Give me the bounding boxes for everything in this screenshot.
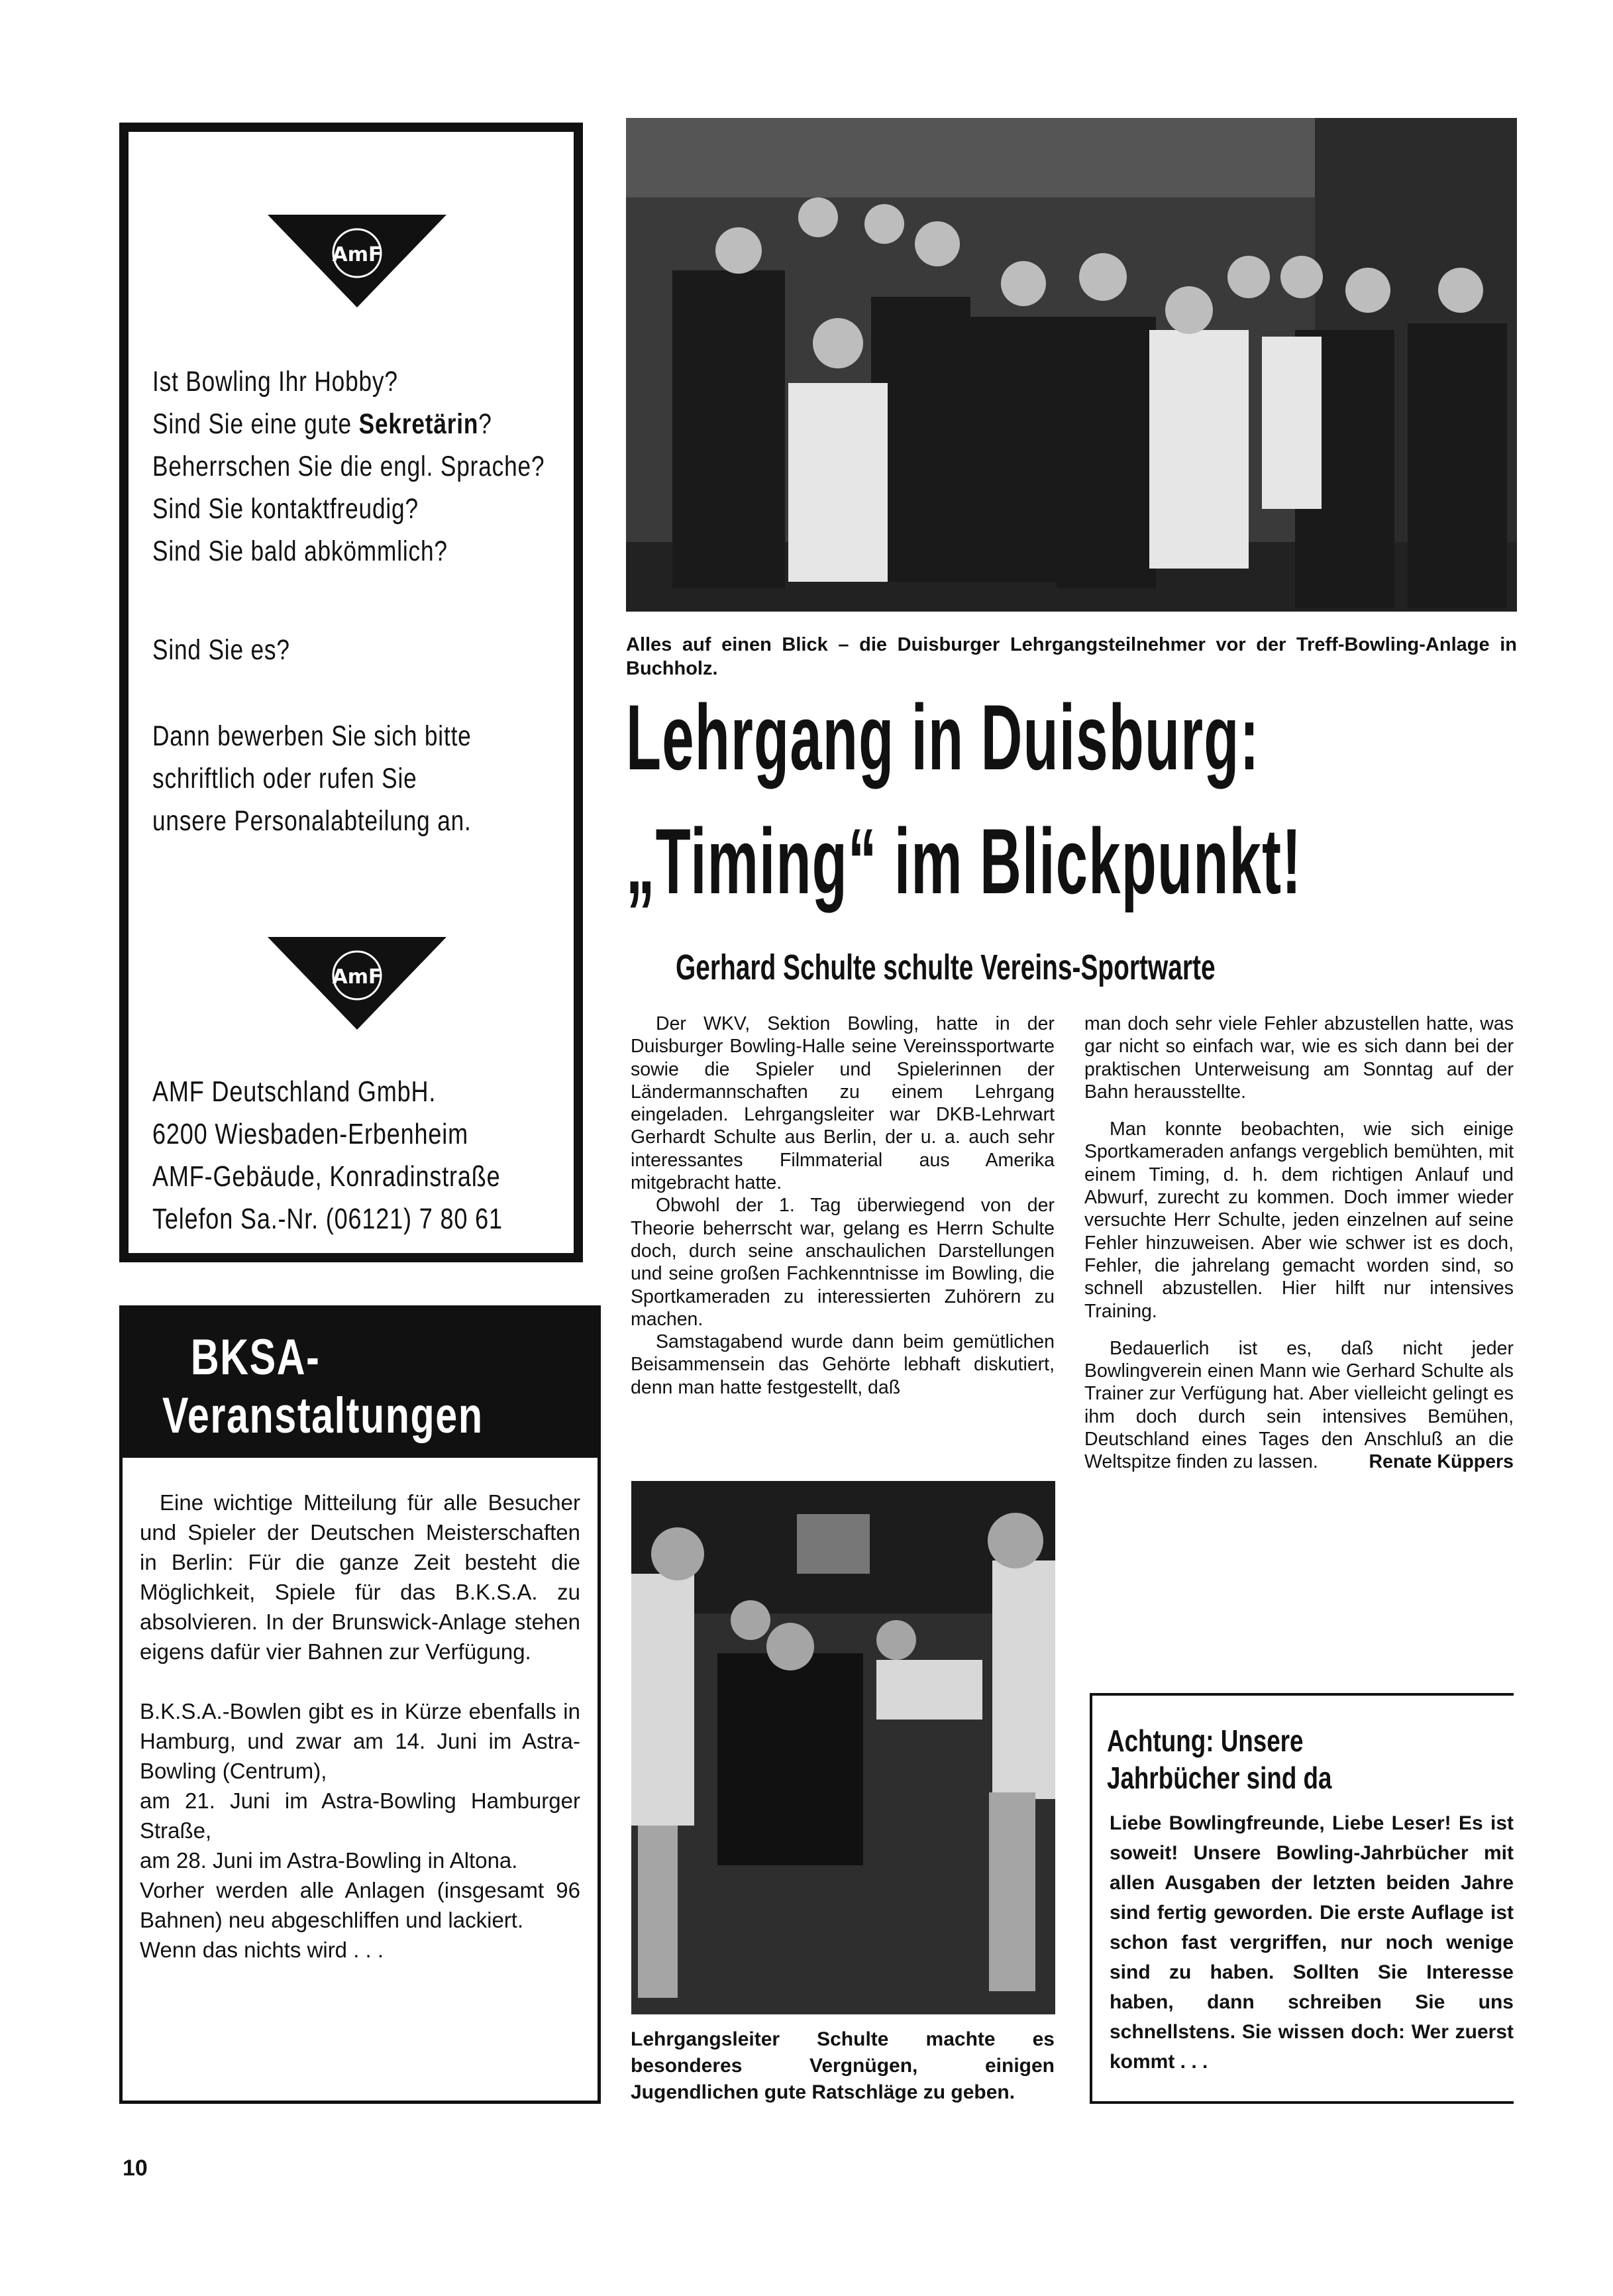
- ad-question: Beherrschen Sie die engl. Sprache?: [152, 451, 545, 482]
- bksa-paragraph: Vorher werden alle Anlagen (insgesamt 96 Bahnen) neu abgeschliffen und lackiert.: [140, 1878, 580, 1932]
- bksa-paragraph: Wenn das nichts wird . . .: [140, 1938, 384, 1962]
- article-paragraph: Obwohl der 1. Tag überwiegend von der Theorie beherrscht war, gelang es Herrn Schulte doch, durch seine anschaulichen Darstellungen und seine großen Fachkenntnisse im Bowling, die Sportkameraden zu interessierten Zuhörern zu machen.: [631, 1195, 1055, 1330]
- yearbook-notice-box: [1090, 1693, 1514, 2104]
- ad-apply-line: Dann bewerben Sie sich bitte: [152, 720, 472, 752]
- svg-text:AmF: AmF: [332, 243, 382, 266]
- photo-caption: Lehrgangsleiter Schulte machte es besonderes Vergnügen, einigen Jugendlichen gute Ratschläge zu geben.: [631, 2028, 1055, 2103]
- bksa-paragraph: Eine wichtige Mitteilung für alle Besucher und Spieler der Deutschen Meisterschaften in Berlin: Für die ganze Zeit besteht die Möglichkeit, Spiele für das B.K.S.A. zu absolvieren. In der Brunswick-Anlage stehen eigens dafür vier Bahnen zur Verfügung.: [140, 1490, 580, 1664]
- photo-caption: Alles auf einen Blick – die Duisburger Lehrgangsteilnehmer vor der Treff-Bowling-Anlage in Buchholz.: [626, 634, 1517, 679]
- article-paragraph: Man konnte beobachten, wie sich einige Sportkameraden anfangs vergeblich bemühten, mit einem Timing, d. h. dem richtigen Anlauf und Abwurf, zurecht zu kommen. Doch immer wieder versuchte Herr Schulte, jeden einzelnen auf seine Fehler hinzuweisen. Aber wie schwer ist es doch, Fehler, die jahrelang gemacht worden sind, so schnell abzustellen. Hier hilft nur intensives Training.: [1084, 1119, 1514, 1322]
- notice-body: Liebe Bowlingfreunde, Liebe Leser! Es ist soweit! Unsere Bowling-Jahrbücher mit allen Ausgaben der letzten beiden Jahre sind fertig geworden. Die erste Auflage ist schon fast vergriffen, nur noch wenige sind zu haben. Sollten Sie Interesse haben, dann schreiben Sie uns schnellstens. Sie wissen doch: Wer zuerst kommt . . .: [1110, 1812, 1514, 2073]
- article-paragraph: Der WKV, Sektion Bowling, hatte in der Duisburger Bowling-Halle seine Vereinssportwarte sowie die Spieler und Spielerinnen der Ländermannschaften zu einem Lehrgang eingeladen. Lehrgangsleiter war DKB-Lehrwart Gerhardt Schulte aus Berlin, der u. a. auch sehr interessantes Filmmaterial aus Amerika mitgebracht hatte.: [631, 1013, 1055, 1194]
- amf-logo-icon: [268, 215, 446, 307]
- article-paragraph: man doch sehr viele Fehler abzustellen hatte, was gar nicht so einfach war, wie es sich dann bei der praktischen Unterweisung am Sonntag auf der Bahn herausstellte.: [1084, 1013, 1514, 1103]
- notice-title-line: Jahrbücher sind da: [1107, 1761, 1332, 1795]
- bksa-header: [123, 1309, 598, 1458]
- company-phone: Telefon Sa.-Nr. (06121) 7 80 61: [152, 1203, 503, 1235]
- article-column-2: [1084, 1012, 1514, 1474]
- article-paragraph: Bedauerlich ist es, daß nicht jeder Bowlingverein einen Mann wie Gerhard Schulte als Trainer zur Verfügung hat. Aber vielleicht gelingt es ihm doch durch sein intensives Bemühen, Deutschland eines Tages den Anschluß an die Weltspitze finden zu lassen. Renate Küppers: [1084, 1337, 1514, 1473]
- amf-job-advert: [119, 123, 583, 1262]
- bksa-events-box: [119, 1305, 601, 2104]
- ad-apply-line: unsere Personalabteilung an.: [152, 805, 472, 837]
- company-city: 6200 Wiesbaden-Erbenheim: [152, 1118, 468, 1150]
- ad-question: Sind Sie eine gute Sekretärin?: [152, 408, 492, 440]
- amf-logo-icon: [268, 937, 446, 1030]
- company-name: AMF Deutschland GmbH.: [152, 1075, 437, 1108]
- svg-text:AmF: AmF: [332, 965, 382, 989]
- article-column-1: [631, 1012, 1055, 1399]
- headline: Lehrgang in Duisburg:: [626, 685, 1260, 789]
- ad-apply-line: schriftlich oder rufen Sie: [152, 763, 417, 794]
- article-paragraph: Samstagabend wurde dann beim gemütlichen Beisammensein das Gehörte lebhaft diskutiert, denn man hatte festgestellt, daß: [631, 1331, 1055, 1398]
- bksa-body: [140, 1488, 580, 1965]
- ad-apply-text: [152, 715, 487, 842]
- company-street: AMF-Gebäude, Konradinstraße: [152, 1160, 501, 1193]
- bksa-paragraph: B.K.S.A.-Bowlen gibt es in Kürze ebenfalls in Hamburg, und zwar am 14. Juni im Astra-Bowling (Centrum),: [140, 1699, 580, 1783]
- ad-question-final: [152, 629, 487, 671]
- ad-question: Ist Bowling Ihr Hobby?: [152, 366, 398, 398]
- author-byline: Renate Küppers: [1369, 1451, 1514, 1473]
- training-photo: [631, 1481, 1055, 2014]
- page-number: 10: [123, 2156, 148, 2181]
- bksa-paragraph: am 21. Juni im Astra-Bowling Hamburger Straße,: [140, 1788, 580, 1843]
- headline: „Timing“ im Blickpunkt!: [626, 809, 1302, 913]
- bksa-title: [162, 1329, 484, 1445]
- ad-address: [152, 1069, 503, 1239]
- subheadline: Gerhard Schulte schulte Vereins-Sportwarte: [676, 948, 1216, 987]
- ad-question: Sind Sie bald abkömmlich?: [152, 535, 448, 567]
- group-photo: [626, 118, 1517, 612]
- bksa-title-line: BKSA-: [190, 1329, 321, 1386]
- notice-title: [1107, 1722, 1331, 1796]
- ad-question-final-text: Sind Sie es?: [152, 634, 290, 666]
- bksa-title-line: Veranstaltungen: [162, 1388, 484, 1444]
- ad-question: Sind Sie kontaktfreudig?: [152, 493, 419, 525]
- ad-questions: [152, 360, 545, 573]
- bksa-paragraph: am 28. Juni im Astra-Bowling in Altona.: [140, 1848, 518, 1873]
- notice-title-line: Achtung: Unsere: [1107, 1723, 1304, 1758]
